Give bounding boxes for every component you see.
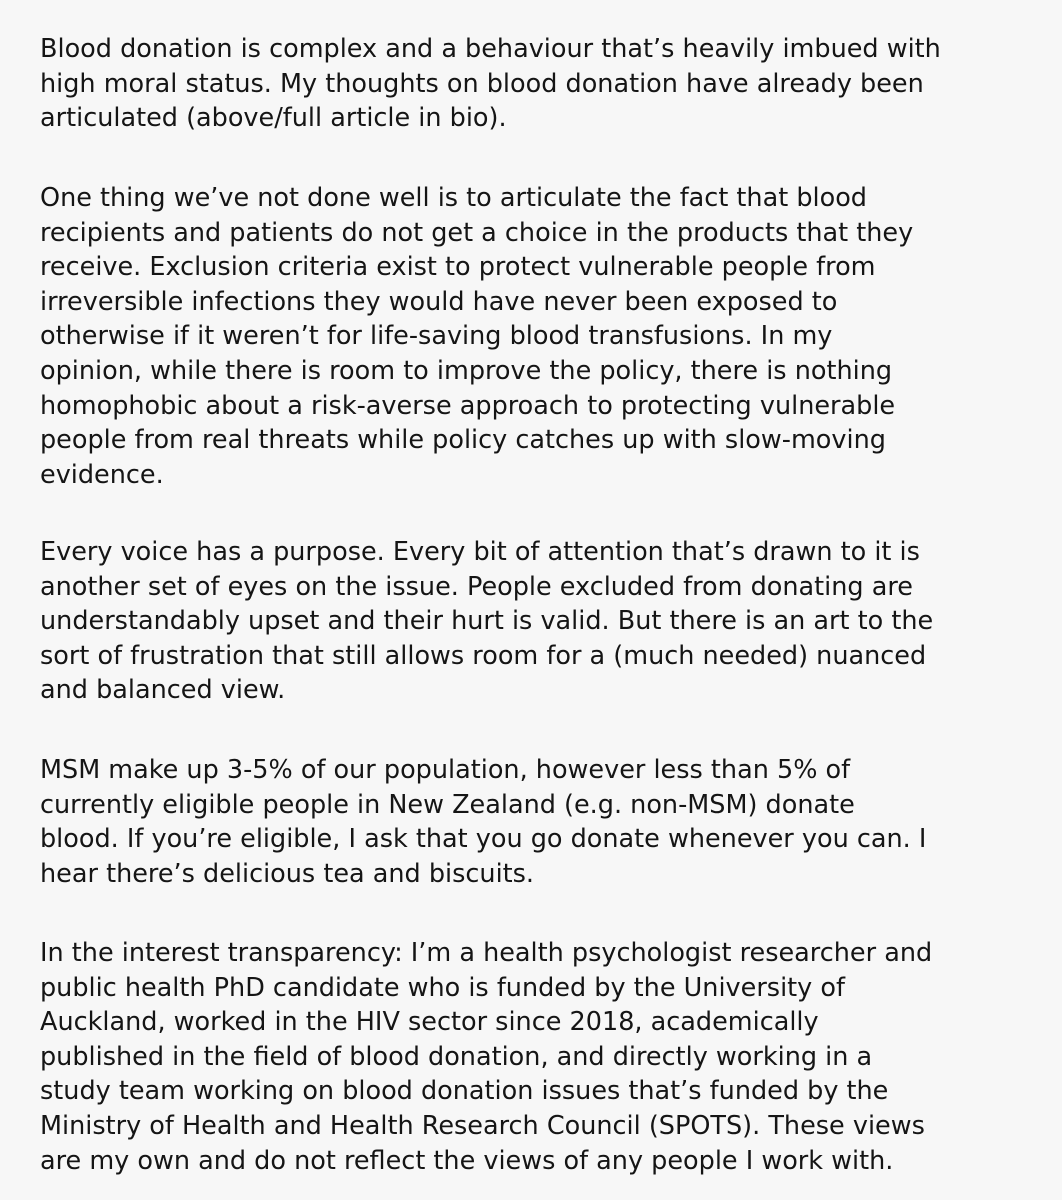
paragraph-every-voice bbox=[40, 535, 1040, 708]
paragraph-transparency-disclosure bbox=[40, 936, 1040, 1178]
text-line: irreversible infections they would have never been exposed to bbox=[40, 286, 838, 317]
text-line: One thing we’ve not done well is to articulate the fact that blood bbox=[40, 183, 867, 213]
text-line: published in the field of blood donation, and directly working in a bbox=[40, 1041, 873, 1072]
text-line: people from real threats while policy catches up with slow-moving bbox=[40, 425, 886, 456]
text-line: are my own and do not reflect the views of any people I work with. bbox=[40, 1145, 894, 1176]
text-line: In the interest transparency: I’m a health psychologist researcher and bbox=[40, 938, 933, 968]
text-line: Ministry of Health and Health Research Council (SPOTS). These views bbox=[40, 1110, 925, 1141]
text-line: MSM make up 3-5% of our population, however less than 5% of bbox=[40, 755, 851, 785]
text-line: opinion, while there is room to improve the policy, there is nothing bbox=[40, 355, 893, 386]
text-line: public health PhD candidate who is funded by the University of bbox=[40, 972, 845, 1003]
text-line: study team working on blood donation issues that’s funded by the bbox=[40, 1076, 889, 1107]
text-line: sort of frustration that still allows room for a (much needed) nuanced bbox=[40, 640, 927, 671]
text-line: articulated (above/full article in bio). bbox=[40, 103, 507, 134]
text-line: another set of eyes on the issue. People excluded from donating are bbox=[40, 571, 913, 602]
text-line: currently eligible people in New Zealand (e.g. non-MSM) donate bbox=[40, 789, 855, 820]
text-line: evidence. bbox=[40, 459, 164, 490]
text-line: Every voice has a purpose. Every bit of attention that’s drawn to it is bbox=[40, 537, 920, 567]
paragraph-recipients-choice bbox=[40, 181, 1040, 492]
text-line: recipients and patients do not get a choice in the products that they bbox=[40, 217, 914, 248]
text-line: Blood donation is complex and a behaviour that’s heavily imbued with bbox=[40, 34, 941, 64]
text-line: receive. Exclusion criteria exist to protect vulnerable people from bbox=[40, 252, 876, 283]
paragraph-blood-donation-complex bbox=[40, 32, 1040, 136]
text-line: understandably upset and their hurt is valid. But there is an art to the bbox=[40, 606, 934, 637]
text-line: homophobic about a risk-averse approach to protecting vulnerable bbox=[40, 390, 896, 421]
paragraph-msm-statistics bbox=[40, 753, 1040, 891]
text-line: high moral status. My thoughts on blood donation have already been bbox=[40, 68, 924, 99]
text-line: otherwise if it weren’t for life-saving blood transfusions. In my bbox=[40, 321, 833, 352]
text-line: blood. If you’re eligible, I ask that you go donate whenever you can. I bbox=[40, 824, 927, 855]
text-line: hear there’s delicious tea and biscuits. bbox=[40, 858, 535, 889]
text-line: Auckland, worked in the HIV sector since 2018, academically bbox=[40, 1007, 819, 1038]
text-line: and balanced view. bbox=[40, 675, 286, 706]
